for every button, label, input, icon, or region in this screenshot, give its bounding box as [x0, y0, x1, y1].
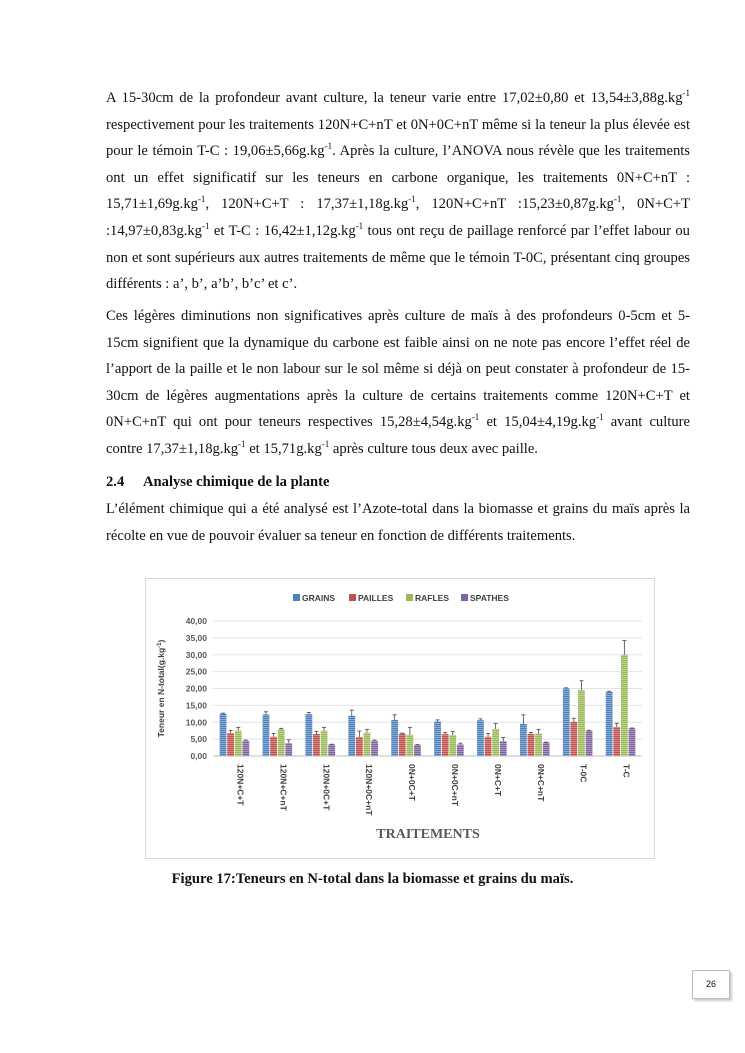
- figure-caption: Figure 17:Teneurs en N-total dans la biomasse et grains du maïs.: [171, 871, 574, 887]
- x-tick-label: T-0C: [578, 764, 589, 783]
- bar-grains: [348, 716, 355, 756]
- section-title: Analyse chimique de la plante: [143, 474, 330, 490]
- legend-swatch-grains: [293, 594, 300, 601]
- superscript: -1: [613, 194, 622, 205]
- bar-spathes: [414, 745, 421, 756]
- text-run: respectivement pour les traitements 120N+C+nT et 0N+0C+nT même si la teneur la plus élevée est pour le témoin T-C : 19,06±5,66g.kg: [106, 116, 690, 160]
- legend-label: PAILLES: [358, 593, 394, 603]
- bar-rafles: [235, 731, 242, 756]
- text-run: . Après la culture, l’ANOVA nous révèle que les traitements ont un effet significatif sur les teneurs en carbone organique, les traitements 0N+C+nT : 15,71±1,69g.kg: [106, 143, 690, 213]
- bar-spathes: [242, 741, 249, 756]
- superscript: -1: [321, 439, 330, 450]
- x-tick-label: 120N+C+T: [235, 764, 246, 806]
- x-tick-label: 120N+0C+T: [321, 764, 332, 811]
- text-run: , 120N+C+T : 17,37±1,18g.kg: [205, 196, 409, 213]
- bar-pailles: [570, 722, 577, 756]
- x-tick-label: 0N+C+T: [492, 764, 503, 797]
- bar-grains: [520, 724, 527, 756]
- x-tick-label: 120N+0C+nT: [364, 764, 375, 816]
- y-tick-label: 40,00: [185, 616, 207, 626]
- legend-swatch-spathes: [461, 594, 468, 601]
- bar-spathes: [371, 741, 378, 756]
- bar-pailles: [356, 737, 363, 756]
- text-run: et T-C : 16,42±1,12g.kg: [209, 222, 356, 239]
- text-run: avant culture contre 17,37±1,18g.kg: [106, 414, 690, 457]
- section-number: 2.4: [106, 474, 125, 490]
- bar-spathes: [586, 731, 593, 756]
- bar-grains: [563, 689, 570, 757]
- bar-pailles: [227, 733, 234, 756]
- bar-rafles: [406, 735, 413, 756]
- text-run: et 15,71g.kg: [245, 440, 322, 457]
- bar-spathes: [285, 743, 292, 756]
- paragraph: [106, 303, 690, 463]
- bar-pailles: [442, 734, 449, 756]
- legend-label: SPATHES: [470, 593, 509, 603]
- figure-chart: [145, 578, 655, 859]
- text-run: L’élément chimique qui a été analysé est l’Azote-total dans la biomasse et grains du maïs après la récolte en vue de pouvoir évaluer sa teneur en fonction de différents traitements.: [106, 501, 690, 544]
- bar-spathes: [629, 728, 636, 756]
- legend-label: GRAINS: [302, 593, 336, 603]
- superscript: -1: [238, 439, 246, 450]
- section-heading: [106, 474, 330, 491]
- text-run: A 15-30cm de la profondeur avant culture, la teneur varie entre 17,02±0,80 et 13,54±3,88g.kg: [106, 90, 683, 106]
- text-run: , 120N+C+nT :15,23±0,87g.kg: [415, 196, 614, 213]
- superscript: -1: [201, 221, 210, 232]
- text-run: Ces légères diminutions non significatives après culture de maïs à des profondeurs 0-5cm et 5-15cm signifient que la dynamique du carbone est faible ainsi on ne note pas encore l’effet réel de l’apport de la paille et le non labour sur le sol même si déjà on peut constater à profondeur de 15-30cm de légères augmentations après la culture de certains traitements comme 120N+C+T et 0N+C+nT qui ont pour teneurs respectives 15,28±4,54g.kg: [106, 308, 690, 431]
- page-number: 26: [692, 970, 730, 999]
- bar-grains: [305, 714, 312, 756]
- bar-pailles: [613, 727, 620, 756]
- bar-pailles: [270, 737, 277, 756]
- y-tick-label: 35,00: [185, 632, 207, 643]
- legend-label: RAFLES: [415, 593, 449, 603]
- superscript: -1: [471, 412, 480, 423]
- bar-grains: [263, 714, 270, 756]
- bar-grains: [606, 692, 613, 756]
- bar-pailles: [399, 734, 406, 756]
- superscript: -1: [596, 412, 604, 423]
- x-axis-title: TRAITEMENTS: [376, 827, 480, 842]
- x-tick-label: 0N+C+nT: [535, 764, 546, 802]
- paragraph: [106, 85, 690, 298]
- legend-swatch-rafles: [406, 594, 413, 601]
- bar-spathes: [543, 743, 550, 757]
- x-tick-label: T-C: [621, 764, 632, 778]
- bar-rafles: [492, 729, 499, 756]
- bar-grains: [220, 714, 227, 756]
- superscript: -1: [682, 88, 690, 99]
- bar-pailles: [485, 737, 492, 756]
- bar-grains: [434, 722, 441, 756]
- text-run: après culture tous deux avec paille.: [329, 440, 538, 457]
- x-tick-label: 0N+0C+nT: [449, 764, 460, 807]
- bar-rafles: [535, 734, 542, 756]
- bar-rafles: [449, 735, 456, 756]
- text-run: , 0N+C+T :14,97±0,83g.kg: [106, 196, 690, 239]
- x-tick-label: 120N+C+nT: [278, 764, 289, 811]
- bar-chart: [146, 579, 654, 858]
- text-run: tous ont reçu de paillage renforcé par l’effet labour ou non et sont supérieurs aux autres traitements de même que le témoin T-0C, présentant cinq groupes différents : a’, b’, a’b’, b’c’ et c’.: [106, 222, 690, 293]
- y-tick-label: 0,00: [190, 751, 207, 761]
- y-tick-label: 10,00: [185, 717, 207, 728]
- y-tick-label: 25,00: [185, 666, 207, 677]
- bar-pailles: [528, 734, 535, 756]
- paragraph: [106, 496, 690, 549]
- superscript: -1: [324, 141, 333, 152]
- bar-rafles: [321, 731, 328, 756]
- y-axis-title: Teneur en $N-total(g.kg^{-1})$: [156, 639, 166, 738]
- superscript: -1: [408, 194, 416, 205]
- bar-spathes: [328, 745, 335, 756]
- y-tick-label: 20,00: [185, 683, 207, 694]
- text-run: et 15,04±4,19g.kg: [479, 414, 597, 431]
- y-tick-label: 30,00: [185, 649, 207, 660]
- bar-spathes: [500, 741, 507, 756]
- y-tick-label: 5,00: [190, 734, 207, 745]
- bar-pailles: [313, 734, 320, 756]
- legend-swatch-pailles: [349, 594, 356, 601]
- y-tick-label: 15,00: [185, 700, 207, 711]
- bar-spathes: [457, 745, 464, 756]
- superscript: -1: [355, 221, 364, 232]
- bar-grains: [477, 720, 484, 756]
- x-tick-label: 0N+0C+T: [407, 764, 418, 801]
- bar-rafles: [578, 690, 585, 756]
- bar-rafles: [621, 655, 628, 756]
- bar-grains: [391, 720, 398, 756]
- superscript: -1: [197, 194, 206, 205]
- bar-rafles: [364, 733, 371, 756]
- bar-rafles: [278, 729, 285, 756]
